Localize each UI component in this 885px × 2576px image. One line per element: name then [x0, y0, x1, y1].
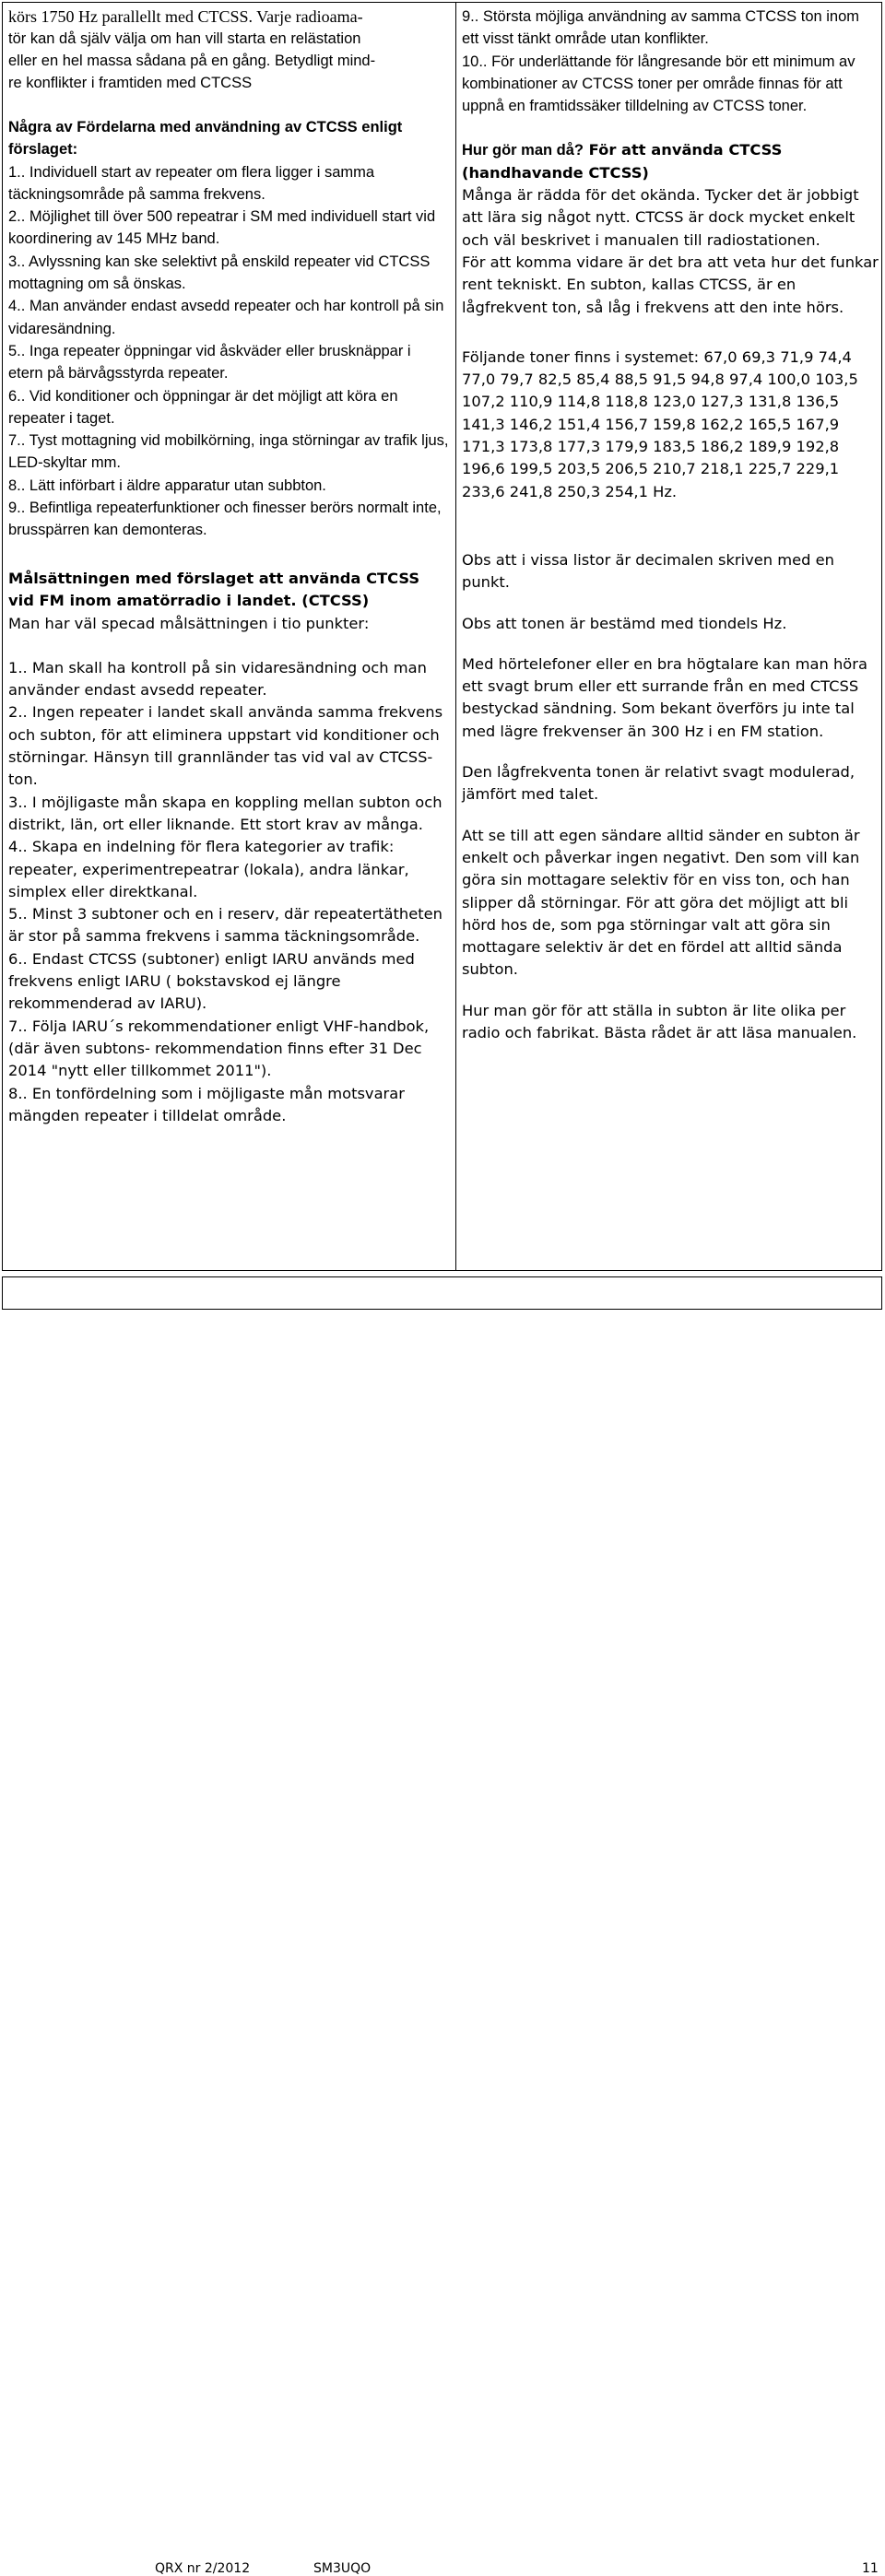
list-item: 8.. En tonfördelning som i möjligaste mån motsvarar mängden repeater i tilldelat område.: [8, 1084, 405, 1124]
goals-heading: Målsättningen med förslaget att använda CTCSS vid FM inom amatörradio i landet. (CTCSS): [8, 570, 420, 610]
tones-paragraph: Följande toner finns i systemet: 67,0 69,3 71,9 74,4 77,0 79,7 82,5 85,4 88,5 91,5 94,8 97,4 100,0 103,5 107,2 110,9 114,8 118,8 123,0 127,3 131,8 136,5 141,3 146,2 151,4 156,7 159,8 162,2 165,5 167,9 171,3 173,8 177,3 179,9 183,5 186,2 189,9 192,8 196,6 199,5 203,5 206,5 210,7 218,1 225,7 229,1 233,6 241,8 250,3 254,1 Hz.: [462, 347, 858, 500]
list-item: 7.. Tyst mottagning vid mobilkörning, inga störningar av trafik ljus, LED-skyltar mm.: [8, 432, 449, 472]
list-item: 3.. Avlyssning kan ske selektivt på enskild repeater vid CTCSS mottagning om så önskas.: [8, 253, 431, 293]
list-item: 9.. Största möjliga användning av samma CTCSS ton inom ett visst tänkt område utan konflikter.: [462, 8, 860, 48]
advantages-heading: Några av Fördelarna med användning av CTCSS enligt förslaget:: [8, 119, 403, 159]
intro-line: re konflikter i framtiden med CTCSS: [8, 75, 253, 91]
note: Med hörtelefoner eller en bra högtalare kan man höra ett svagt brum eller ett surrande från en med CTCSS bestyckad sändning. Som bekant överförs ju inte tal med lägre frekvenser än 300 Hz i en FM station.: [462, 654, 867, 740]
list-item: 2.. Möjlighet till över 500 repeatrar i SM med individuell start vid koordinering av 145 MHz band.: [8, 208, 436, 248]
note: Hur man gör för att ställa in subton är lite olika per radio och fabrikat. Bästa rådet är att läsa manualen.: [462, 1001, 857, 1041]
intro-line: körs 1750 Hz parallellt med CTCSS. Varje radioama-: [8, 7, 363, 26]
list-item: 3.. I möjligaste mån skapa en koppling mellan subton och distrikt, län, ort eller liknande. Ett stort krav av många.: [8, 793, 442, 833]
footer-callsign: SM3UQO: [313, 2561, 372, 2576]
list-item: 4.. Man använder endast avsedd repeater och har kontroll på sin vidaresändning.: [8, 298, 444, 337]
list-item: 4.. Skapa en indelning för flera kategorier av trafik: repeater, experimentrepeatrar (lokala), andra länkar, simplex eller direktkanal.: [8, 838, 409, 900]
list-item: 1.. Man skall ha kontroll på sin vidaresändning och man använder endast avsedd repeater.: [8, 658, 427, 700]
list-item: 6.. Endast CTCSS (subtoner) enligt IARU används med frekvens enligt IARU ( bokstavskod ej längre rekommenderad av IARU).: [8, 949, 415, 1013]
note: Den lågfrekventa tonen är relativt svagt modulerad, jämfört med talet.: [462, 763, 856, 804]
footer-issue: QRX nr 2/2012: [155, 2561, 251, 2576]
intro-line: tör kan då själv välja om han vill starta en relästation: [8, 30, 361, 47]
list-item: 2.. Ingen repeater i landet skall använda samma frekvens och subton, för att eliminera uppstart vid konditioner och störningar. Hänsyn till grannländer tas vid val av CTCSS-ton.: [8, 703, 443, 789]
goals-intro: Man har väl specad målsättningen i tio punkter:: [8, 614, 370, 632]
page-footer: [0, 1277, 885, 2576]
howto-heading-b: För att använda CTCSS (handhavande CTCSS): [462, 141, 783, 182]
note: Att se till att egen sändare alltid sänder en subton är enkelt och påverkar ingen negativt. Den som vill kan göra sin mottagare selektiv för en viss ton, och han slipper då störningar. För att göra det möjligt att bli hörd hos de, som pga störningar valt att göra sin mottagare selektiv är det en fördel att alltid sända subton.: [462, 826, 860, 979]
list-item: 5.. Minst 3 subtoner och en i reserv, där repeatertätheten är stor på samma frekvens i samma täckningsområde.: [8, 905, 442, 946]
paragraph: Många är rädda för det okända. Tycker det är jobbigt att lära sig något nytt. CTCSS är dock mycket enkelt och väl beskrivet i manualen till radiostationen.: [462, 186, 859, 249]
note: Obs att i vissa listor är decimalen skriven med en punkt.: [462, 550, 834, 592]
list-item: 1.. Individuell start av repeater om flera ligger i samma täckningsområde på samma frekvens.: [8, 163, 375, 203]
list-item: 5.. Inga repeater öppningar vid åskväder eller brusknäppar i etern på bärvågsstyrda repeater.: [8, 342, 411, 382]
list-item: 9.. Befintliga repeaterfunktioner och finesser berörs normalt inte, brusspärren kan demonteras.: [8, 500, 442, 539]
right-column: [462, 6, 879, 1044]
note: Obs att tonen är bestämd med tiondels Hz.: [462, 614, 787, 632]
list-item: 6.. Vid konditioner och öppningar är det möjligt att köra en repeater i taget.: [8, 387, 398, 427]
list-item: 10.. För underlättande för långresande bör ett minimum av kombinationer av CTCSS toner per område finnas för att uppnå en framtidssäker tilldelning av CTCSS toner.: [462, 53, 856, 115]
page-number: 11: [862, 2561, 879, 2576]
left-column: [8, 6, 449, 1124]
intro-line: eller en hel massa sådana på en gång. Betydligt mind-: [8, 53, 376, 69]
howto-heading-a: Hur gör man då?: [462, 142, 584, 159]
list-item: 8.. Lätt införbart i äldre apparatur utan subbton.: [8, 476, 326, 494]
column-divider: [455, 2, 456, 1271]
howto-heading: [462, 139, 879, 184]
list-item: 7.. Följa IARU´s rekommendationer enligt VHF-handbok, (där även subtons- rekommendation finns efter 31 Dec 2014 "nytt eller tillkommet 2011").: [8, 1017, 430, 1080]
paragraph: För att komma vidare är det bra att veta hur det funkar rent tekniskt. En subton, kallas CTCSS, är en lågfrekvent ton, så låg i frekvens att den inte hörs.: [462, 253, 879, 316]
